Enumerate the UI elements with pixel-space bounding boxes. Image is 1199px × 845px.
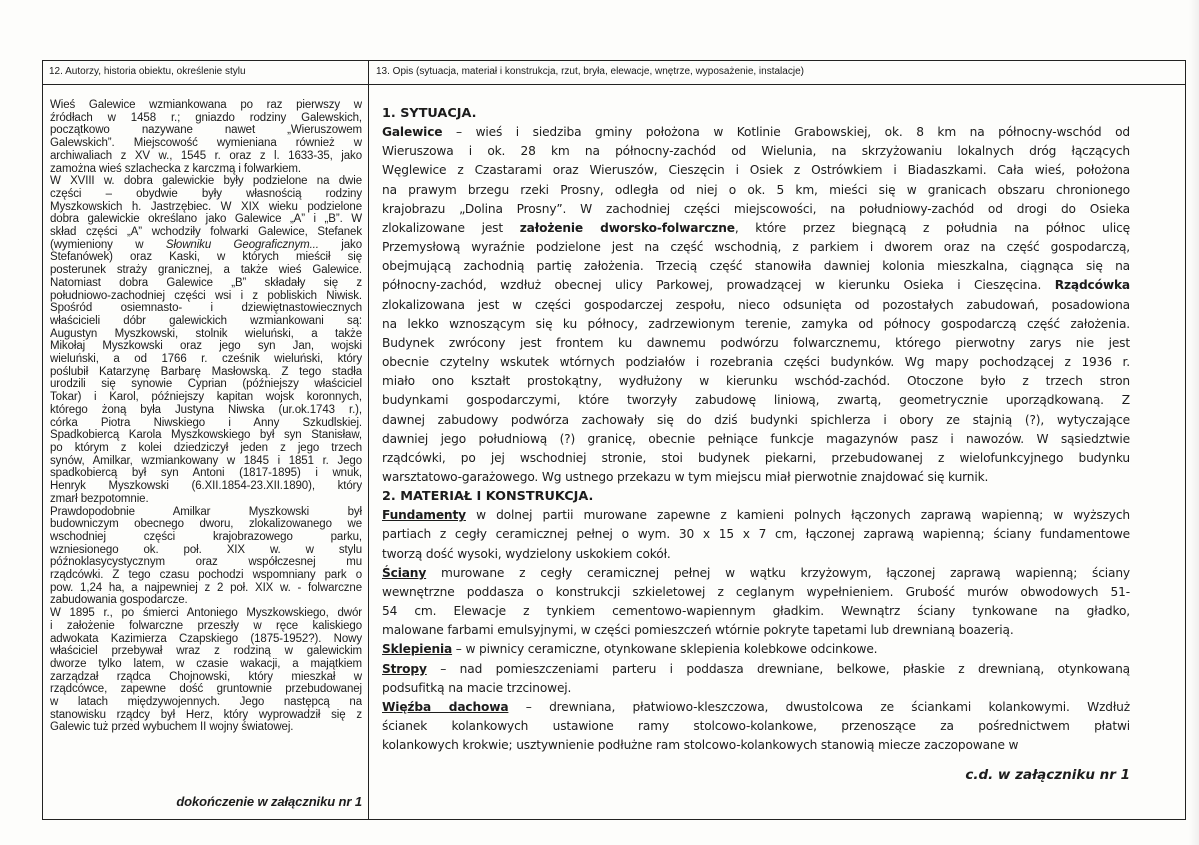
left-text-line: pow. 1,24 ha, a najpewniej z 2 poł. XIX w. - folwarczne bbox=[50, 581, 362, 594]
text-line: podsufitką na macie trzcinowej. bbox=[382, 680, 572, 695]
left-text-line: poślubił Katarzynę Barbarę Masłowską. Z tego stadła bbox=[50, 365, 362, 378]
left-text-line: wschodniej części krajobrazowego parku, bbox=[50, 530, 362, 543]
text-line: Sklepienia – w piwnicy ceramiczne, otynkowane sklepienia kolebkowe odcinkowe. bbox=[382, 642, 878, 657]
left-text-line: Natomiast dobra Galewice „B” składały się z bbox=[50, 276, 362, 289]
text-line: krajobrazu „Dolina Prosny”. W zachodniej części miejscowości, na południowy-zachód od drogi do Osieka bbox=[382, 201, 1130, 216]
text-line: Węglewice z Czastarami oraz Wieruszów, Cieszęcin i Osiek z Ostrówkiem i Biadaszkami. Cała wieś, położona bbox=[382, 163, 1130, 178]
left-text-line: Spośród osiemnasto- i dziewiętnastowiecznych bbox=[50, 302, 362, 315]
text-line: miało ono kształt prostokątny, wydłużony w kierunku wschód-zachód. Otoczone było z trzech stron bbox=[382, 374, 1130, 389]
left-text-line: Myszkowskich h. Jastrzębiec. W XIX wieku podzielone bbox=[50, 200, 362, 213]
history-text bbox=[50, 99, 362, 813]
column-divider bbox=[368, 60, 369, 820]
left-text-line: dworze tylko latem, w czasie wakacji, a majątkiem bbox=[50, 657, 362, 670]
text-line: Fundamenty w dolnej partii murowane zapewne z kamieni polnych łączonych zaprawą wapienną; w wyższych bbox=[382, 508, 1130, 523]
left-text-line: archiwaliach z XV w., 1545 r. oraz z l. 1633-35, jako bbox=[50, 149, 362, 162]
left-text-line: Mikołaj Myszkowski oraz jego syn Jan, wojski bbox=[50, 340, 362, 353]
left-text-line: rządcówce, zapewne dość gruntownie przebudowanej bbox=[50, 683, 362, 696]
text-line: na prawym brzegu rzeki Prosny, odległa od niej o ok. 5 km, mieści się w granicach obszaru chronionego bbox=[382, 182, 1130, 197]
text-line: na lekko wznoszącym się ku północy, zadrzewionym terenie, zamyka od północy gospodarczą część założenia. bbox=[382, 316, 1130, 331]
left-text-line: Wieś Galewice wzmiankowana po raz pierwszy w bbox=[50, 99, 362, 111]
left-text-line: którego żoną była Justyna Niwska (ur.ok.1743 r.), bbox=[50, 403, 362, 416]
left-text-line: Galewskich”. Miejscowość wymieniana również w bbox=[50, 137, 362, 150]
text-line: obejmującą zachodnią partię założenia. Trzecią część stanowiła dawniej kolonia mieszkalna, ciągnąca się na bbox=[382, 259, 1130, 274]
left-text-line: urodzili się synowie Cyprian (późniejszy właściciel bbox=[50, 378, 362, 391]
text-line: warsztatowo-garażowego. Wg ustnego przekazu w tym miejscu miał pierwotnie znajdować się kurnik. bbox=[382, 469, 989, 484]
left-text-line: posterunek straży granicznej, a także wieś Galewice. bbox=[50, 264, 362, 277]
left-text-line: skład części „A” wchodziły folwarki Galewice, Stefanek bbox=[50, 226, 362, 239]
left-text-line: właścicieli dóbr galewickich wzmiankowani są: bbox=[50, 314, 362, 327]
right-continuation-note: c.d. w załączniku nr 1 bbox=[965, 767, 1130, 783]
left-text-line: późnoklasycystycznym oraz współczesnej mu bbox=[50, 556, 362, 569]
text-line: Przemysłową wyraźnie podzielone jest na część wschodnią, z parkiem i dworem oraz na część gospodarczą, bbox=[382, 240, 1130, 255]
left-text-line: zmarł bezpotomnie. bbox=[50, 492, 149, 505]
text-line: budynkami gospodarczymi, które tworzyły zabudowę liniową, zwartą, geometrycznie uporządkowaną. Z bbox=[382, 393, 1130, 408]
left-text-line: stanowisku rządcy był Herz, który wyprowadził się z bbox=[50, 708, 362, 721]
text-line: Galewice – wieś i siedziba gminy położona w Kotlinie Grabowskiej, ok. 8 km na północny-wschód od bbox=[382, 125, 1130, 140]
left-text-line: Henryk Myszkowski (6.XII.1854-23.XII.1890), który bbox=[50, 480, 362, 493]
left-column-header: 12. Autorzy, historia obiektu, określenie stylu bbox=[49, 66, 246, 77]
text-line: partiach z cegły ceramicznej pełnej o wym. 30 x 15 x 7 cm, łączonej zaprawą wapienną; ściany fundamentowe bbox=[382, 527, 1130, 542]
left-text-line: w latach międzywojennych. Jego następcą na bbox=[50, 696, 362, 709]
header-divider bbox=[42, 84, 1186, 85]
left-text-line: córka Piotra Niwskiego i Anny Szkudlskiej. bbox=[50, 416, 362, 429]
left-text-line: budowniczym obecnego dworu, zlokalizowanego we bbox=[50, 518, 362, 531]
text-line: zlokalizowane jest założenie dworsko-folwarczne, które przez biegnącą z południa na północ ulicę bbox=[382, 220, 1130, 235]
left-text-line: W 1895 r., po śmierci Antoniego Myszkowskiego, dwór bbox=[50, 607, 362, 620]
left-text-line: po którym z kolei dziedziczył jeden z jego trzech bbox=[50, 441, 362, 454]
left-text-line: (wymieniony w Słowniku Geograficznym... jako bbox=[50, 238, 362, 251]
text-line: wewnętrzne poddasza o konstrukcji szkieletowej z ceglanym wypełnieniem. Grubość murów obwodowych 51- bbox=[382, 584, 1130, 599]
text-line: północny-zachód, wzdłuż obecnej ulicy Parkowej, prowadzącej w kierunku Osieka i Cieszęcina. Rządcówka bbox=[382, 278, 1130, 293]
text-line: Stropy – nad pomieszczeniami parteru i poddasza drewniane, belkowe, płaskie z drewnianą, otynkowaną bbox=[382, 661, 1130, 676]
left-text-line: synów, Amilkar, wzmiankowany w 1845 i 1851 r. Jego bbox=[50, 454, 362, 467]
text-line: Ściany murowane z cegły ceramicznej pełnej w wątku krzyżowym, łączonej zaprawą wapienną; ściany bbox=[382, 565, 1130, 580]
left-text-line: dobra galewickie określano jako Galewice „A” i „B”. W bbox=[50, 213, 362, 226]
left-text-line: Stefanówek) oraz Kaski, w których mieścił się bbox=[50, 251, 362, 264]
right-column-header: 13. Opis (sytuacja, materiał i konstrukcja, rzut, bryła, elewacje, wnętrze, wyposażenie, instalacje) bbox=[376, 66, 804, 77]
left-text-line: wieluński, a od 1766 r. cześnik wieluński, który bbox=[50, 353, 362, 366]
left-text-line: adwokata Kazimierza Czapskiego (1875-1952?). Nowy bbox=[50, 632, 362, 645]
left-text-line: właściciel przebywał wraz z rodziną w galewickim bbox=[50, 645, 362, 658]
left-text-line: Spadkobiercą Karola Myszkowskiego był syn Stanisław, bbox=[50, 429, 362, 442]
left-text-line: początkowo nazywane nawet „Wieruszowem bbox=[50, 124, 362, 137]
text-line: dawnej zabudowy podwórza zachowały się do dziś budynki spichlerza i obory ze stajnią (?), wytyczające bbox=[382, 412, 1130, 427]
text-line: kolankowych krokwie; usztywnienie podłużne ram stolcowo-kolankowych stanowią miecze zaczopowane w bbox=[382, 738, 1019, 753]
text-line: zlokalizowana jest w części gospodarczej zespołu, nieco odsunięta od pozostałych zabudowań, posadowiona bbox=[382, 297, 1130, 312]
text-line: Więźba dachowa – drewniana, płatwiowo-kleszczowa, dwustolcowa ze ściankami kolankowymi. Wzdłuż bbox=[382, 699, 1130, 714]
text-line: tworzą dość wysoki, wydzielony uskokiem cokół. bbox=[382, 546, 671, 561]
left-text-line: Galewic tuż przed wybuchem II wojny światowej. bbox=[50, 721, 294, 734]
text-line: Wieruszowa i ok. 28 km na północny-zachód od Wielunia, na skrzyżowaniu lokalnych dróg łączących bbox=[382, 144, 1130, 159]
scan-edge bbox=[1189, 0, 1199, 845]
left-text-line: części – obydwie były własnością rodziny bbox=[50, 187, 362, 200]
text-line: ścianek kolankowych ustawione ramy stolcowo-kolankowe, przenoszące za pośrednictwem płatwi bbox=[382, 719, 1130, 733]
left-text-line: zarządzał rządca Chojnowski, który mieszkał w bbox=[50, 670, 362, 683]
section-heading-material: 2. MATERIAŁ I KONSTRUKCJA. bbox=[382, 489, 594, 505]
left-text-line: Tokar) i Karol, późniejszy kapitan wojsk koronnych, bbox=[50, 391, 362, 404]
text-line: Budynek zwrócony jest frontem ku dawnemu podwórzu folwarcznemu, którego pierwotny zarys nie jest bbox=[382, 335, 1130, 350]
left-text-line: i założenie folwarczne przeszły w ręce kaliskiego bbox=[50, 619, 362, 632]
text-line: malowane farbami emulsyjnymi, w części pomieszczeń wtórnie pokryte tapetami lub drewnianą boazerią. bbox=[382, 623, 1014, 638]
text-line: rządcówki, po jej wschodniej stronie, stoi budynek piekarni, przebudowanej z wielofunkcyjnego budynku bbox=[382, 450, 1130, 465]
left-text-line: południowo-zachodniej części wsi i z pobliskich Niwisk. bbox=[50, 289, 362, 302]
left-continuation-note: dokończenie w załączniku nr 1 bbox=[176, 794, 362, 809]
description-text bbox=[382, 104, 1130, 804]
text-line: obecnie czytelny wskutek wtórnych podziałów i rozebrania części budynków. Wg mapy pochodzącej z 1936 r. bbox=[382, 355, 1130, 370]
left-text-line: źródłach w 1458 r.; gniazdo rodziny Galewskich, bbox=[50, 111, 362, 124]
left-text-line: spadkobiercą był syn Antoni (1817-1895) i wnuk, bbox=[50, 467, 362, 480]
left-text-line: W XVIII w. dobra galewickie były podzielone na dwie bbox=[50, 175, 362, 188]
left-text-line: wzniesionego ok. poł. XIX w. w stylu bbox=[50, 543, 362, 556]
text-line: 54 cm. Elewacje z tynkiem cementowo-wapiennym gładkim. Wewnątrz ściany tynkowane na gładko, bbox=[382, 604, 1130, 619]
left-text-line: Prawdopodobnie Amilkar Myszkowski był bbox=[50, 505, 362, 518]
left-text-line: Augustyn Myszkowski, stolnik wieluński, a także bbox=[50, 327, 362, 340]
text-line: dawniej jego południową (?) granicę, obecnie pełniące funkcje magazynów pasz i nawozów. W sąsiedztwie bbox=[382, 431, 1130, 446]
left-text-line: zamożna wieś szlachecka z karczmą i folwarkiem. bbox=[50, 162, 301, 175]
left-text-line: zabudowania gospodarcze. bbox=[50, 594, 188, 607]
left-text-line: rządcówki. Z tego czasu pochodzi wspomniany park o bbox=[50, 569, 362, 582]
section-heading-situation: 1. SYTUACJA. bbox=[382, 106, 477, 121]
